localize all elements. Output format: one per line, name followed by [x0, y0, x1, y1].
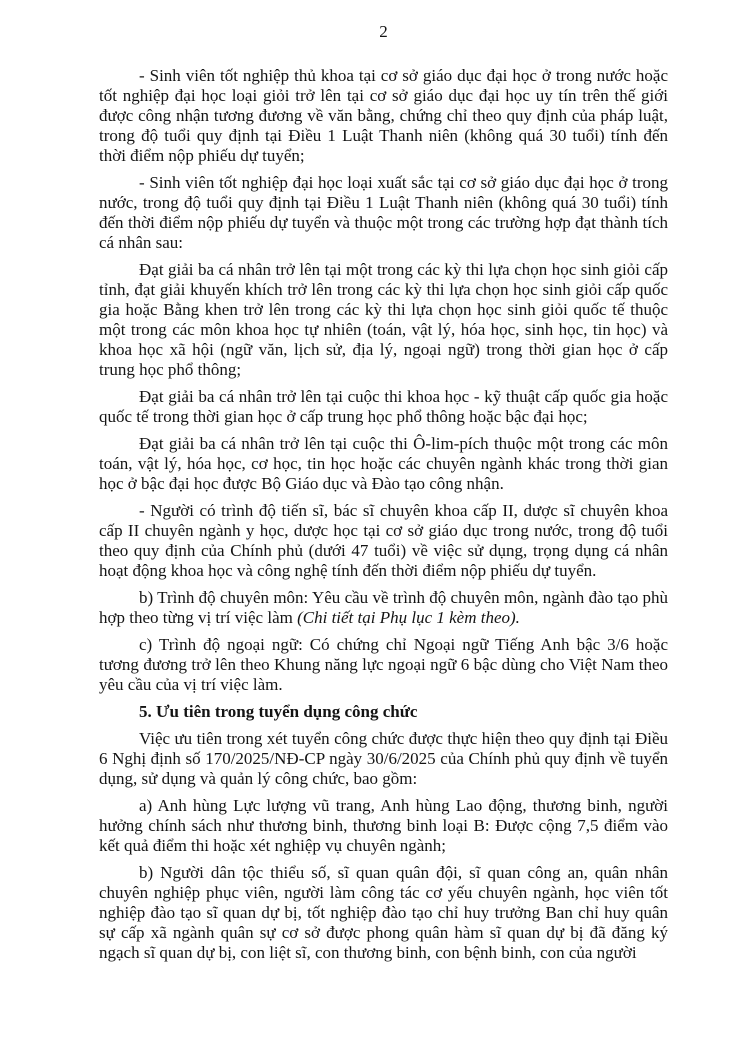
page-number: 2: [379, 22, 388, 41]
paragraph-sinh-vien-thu-khoa: - Sinh viên tốt nghiệp thủ khoa tại cơ sở giáo dục đại học ở trong nước hoặc tốt nghiệp đại học loại giỏi trở lên tại cơ sở giáo dục đại học uy tín trên thế giới được công nhận tương đương về văn bằng, chứng chỉ theo quy định của pháp luật, trong độ tuổi quy định tại Điều 1 Luật Thanh niên (không quá 30 tuổi) tính đến thời điểm nộp phiếu dự tuyển;: [99, 66, 668, 165]
page-content: [99, 22, 668, 970]
section-heading-uu-tien: 5. Ưu tiên trong tuyển dụng công chức: [139, 702, 418, 721]
paragraph-trinh-do-chuyen-mon: [99, 588, 668, 628]
paragraph-nguoi-dan-toc-thieu-so: b) Người dân tộc thiểu số, sĩ quan quân đội, sĩ quan công an, quân nhân chuyên nghiệp phục viên, người làm công tác cơ yếu chuyên ngành, học viên tốt nghiệp đào tạo sĩ quan dự bị, tốt nghiệp đào tạo chỉ huy trưởng Ban chỉ huy quân sự cấp xã ngành quân sự cơ sở được phong quân hàm sĩ quan dự bị đã đăng ký ngạch sĩ quan dự bị, con liệt sĩ, con thương binh, con bệnh binh, con của người: [99, 863, 668, 962]
paragraph-giai-ba-o-lim-pich: Đạt giải ba cá nhân trở lên tại cuộc thi Ô-lim-pích thuộc một trong các môn toán, vật lý, hóa học, cơ học, tin học hoặc các chuyên ngành khác trong thời gian học ở bậc đại học được Bộ Giáo dục và Đào tạo công nhận.: [99, 434, 668, 493]
paragraph-anh-hung-luc-luong: a) Anh hùng Lực lượng vũ trang, Anh hùng Lao động, thương binh, người hưởng chính sách như thương binh, thương binh loại B: Được cộng 7,5 điểm vào kết quả điểm thi hoặc xét nghiệp vụ chuyên ngành;: [99, 796, 668, 855]
paragraph-giai-ba-hoc-sinh-gioi: Đạt giải ba cá nhân trở lên tại một trong các kỳ thi lựa chọn học sinh giỏi cấp tỉnh, đạt giải khuyến khích trở lên trong các kỳ thi lựa chọn học sinh giỏi cấp quốc gia hoặc Bằng khen trở lên trong các kỳ thi lựa chọn học sinh giỏi quốc tế thuộc một trong các môn khoa học tự nhiên (toán, vật lý, hóa học, sinh học, tin học) và khoa học xã hội (ngữ văn, lịch sử, địa lý, ngoại ngữ) trong thời gian học ở cấp trung học phổ thông;: [99, 260, 668, 379]
paragraph-giai-ba-khoa-hoc-ky-thuat: Đạt giải ba cá nhân trở lên tại cuộc thi khoa học - kỹ thuật cấp quốc gia hoặc quốc tế trong thời gian học ở cấp trung học phổ thông hoặc bậc đại học;: [99, 387, 668, 426]
paragraph-sinh-vien-xuat-sac: - Sinh viên tốt nghiệp đại học loại xuất sắc tại cơ sở giáo dục đại học ở trong nước, trong độ tuổi quy định tại Điều 1 Luật Thanh niên (không quá 30 tuổi) tính đến thời điểm nộp phiếu dự tuyển và thuộc một trong các trường hợp đạt thành tích cá nhân sau:: [99, 173, 668, 252]
paragraph-viec-uu-tien: Việc ưu tiên trong xét tuyển công chức được thực hiện theo quy định tại Điều 6 Nghị định số 170/2025/NĐ-CP ngày 30/6/2025 của Chính phủ quy định về tuyển dụng, sử dụng và quản lý công chức, bao gồm:: [99, 729, 668, 788]
clause-b-chuyen-mon-text: b) Trình độ chuyên môn: Yêu cầu về trình độ chuyên môn, ngành đào tạo phù hợp theo từng vị trí việc làm: [99, 588, 668, 627]
clause-b-phu-luc-note: (Chi tiết tại Phụ lục 1 kèm theo).: [297, 608, 520, 627]
paragraph-trinh-do-ngoai-ngu: c) Trình độ ngoại ngữ: Có chứng chỉ Ngoại ngữ Tiếng Anh bậc 3/6 hoặc tương đương trở lên theo Khung năng lực ngoại ngữ 6 bậc dùng cho Việt Nam theo yêu cầu của vị trí việc làm.: [99, 635, 668, 694]
paragraph-trinh-do-tien-si: - Người có trình độ tiến sĩ, bác sĩ chuyên khoa cấp II, dược sĩ chuyên khoa cấp II chuyên ngành y học, dược học tại cơ sở giáo dục trong nước, trong độ tuổi theo quy định của Chính phủ (dưới 47 tuổi) về việc sử dụng, trọng dụng cá nhân hoạt động khoa học và công nghệ tính đến thời điểm nộp phiếu dự tuyển.: [99, 501, 668, 580]
